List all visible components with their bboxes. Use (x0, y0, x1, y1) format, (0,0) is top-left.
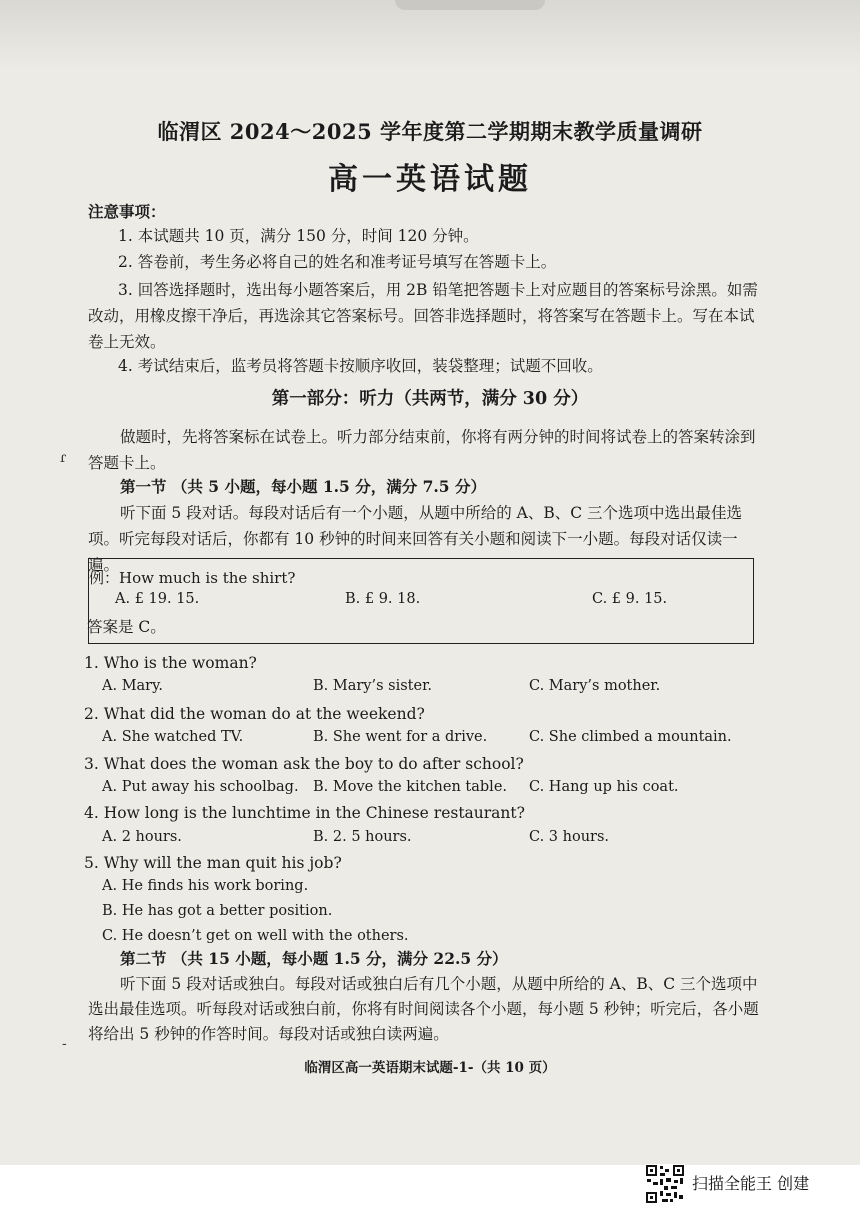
question-3-option-c: C. Hang up his coat. (529, 779, 679, 795)
qr-code-icon (645, 1164, 685, 1204)
question-4-option-c: C. 3 hours. (529, 829, 610, 845)
scanner-watermark-label: 扫描全能王 创建 (692, 1174, 810, 1193)
question-2-option-a: A. She watched TV. (102, 729, 244, 745)
question-3-option-a: A. Put away his schoolbag. (102, 779, 299, 795)
question-3-option-b: B. Move the kitchen table. (313, 779, 508, 795)
page-edge-shadow (395, 0, 545, 10)
note-item-4: 4. 考试结束后，监考员将答题卡按顺序收回，装袋整理；试题不回收。 (118, 357, 603, 375)
question-1: 1. Who is the woman? (84, 654, 257, 672)
question-5-option-c: C. He doesn’t get on well with the others. (102, 928, 409, 944)
question-2: 2. What did the woman do at the weekend? (84, 705, 425, 723)
part1-heading: 第一部分：听力（共两节，满分 30 分） (271, 389, 589, 409)
note-item-3: 3. 回答选择题时，选出每小题答案后，用 2B 铅笔把答题卡上对应题目的答案标号涂黑。如需改动，用橡皮擦干净后，再选涂其它答案标号。回答非选择题时，将答案写在答题卡上。写在本试卷上无效。 (88, 281, 758, 351)
question-4-option-a: A. 2 hours. (102, 829, 182, 845)
example-option-a: A. £ 19. 15. (115, 591, 200, 607)
question-1-option-b: B. Mary’s sister. (313, 678, 433, 694)
exam-title: 临渭区 2024～2025 学年度第二学期期末教学质量调研 (157, 119, 703, 144)
example-box (88, 558, 754, 644)
example-question: 例：How much is the shirt? (89, 569, 296, 587)
margin-mark: ɾ (60, 450, 67, 466)
section2-heading: 第二节 （共 15 小题，每小题 1.5 分，满分 22.5 分） (120, 949, 508, 968)
question-2-option-c: C. She climbed a mountain. (529, 729, 732, 745)
margin-mark: - (62, 1036, 67, 1052)
question-1-option-a: A. Mary. (102, 678, 163, 694)
section1-instruction: 听下面 5 段对话。每段对话后有一个小题，从题中所给的 A、B、C 三个选项中选出最佳选项。听完每段对话后，你都有 10 秒钟的时间来回答有关小题和阅读下一小题。每段对话仅读一遍。 (88, 504, 743, 574)
part1-instruction: 做题时，先将答案标在试卷上。听力部分结束前，你将有两分钟的时间将试卷上的答案转涂到答题卡上。 (88, 428, 756, 472)
example-option-b: B. £ 9. 18. (345, 591, 421, 607)
question-4: 4. How long is the lunchtime in the Chinese restaurant? (84, 804, 525, 822)
example-option-c: C. £ 9. 15. (592, 591, 668, 607)
question-3: 3. What does the woman ask the boy to do after school? (84, 755, 524, 773)
question-5-option-a: A. He finds his work boring. (102, 878, 309, 894)
question-5: 5. Why will the man quit his job? (84, 854, 342, 872)
question-1-option-c: C. Mary’s mother. (529, 678, 661, 694)
question-5-option-b: B. He has got a better position. (102, 903, 333, 919)
question-4-option-b: B. 2. 5 hours. (313, 829, 412, 845)
section1-heading: 第一节 （共 5 小题，每小题 1.5 分，满分 7.5 分） (120, 477, 486, 496)
section2-instruction: 听下面 5 段对话或独白。每段对话或独白后有几个小题，从题中所给的 A、B、C 三个选项中选出最佳选项。听每段对话或独白前，你将有时间阅读各个小题，每小题 5 秒钟；听完后，各小题将给出 5 秒钟的作答时间。每段对话或独白读两遍。 (88, 975, 759, 1043)
note-item-1: 1. 本试题共 10 页，满分 150 分，时间 120 分钟。 (118, 227, 479, 245)
example-answer: 答案是 C。 (87, 618, 166, 636)
note-item-2: 2. 答卷前，考生务必将自己的姓名和准考证号填写在答题卡上。 (118, 253, 557, 271)
exam-subtitle: 高一英语试题 (328, 162, 532, 197)
question-2-option-b: B. She went for a drive. (313, 729, 488, 745)
page-footer: 临渭区高一英语期末试题-1-（共 10 页） (304, 1060, 556, 1076)
notes-heading: 注意事项： (88, 202, 166, 221)
